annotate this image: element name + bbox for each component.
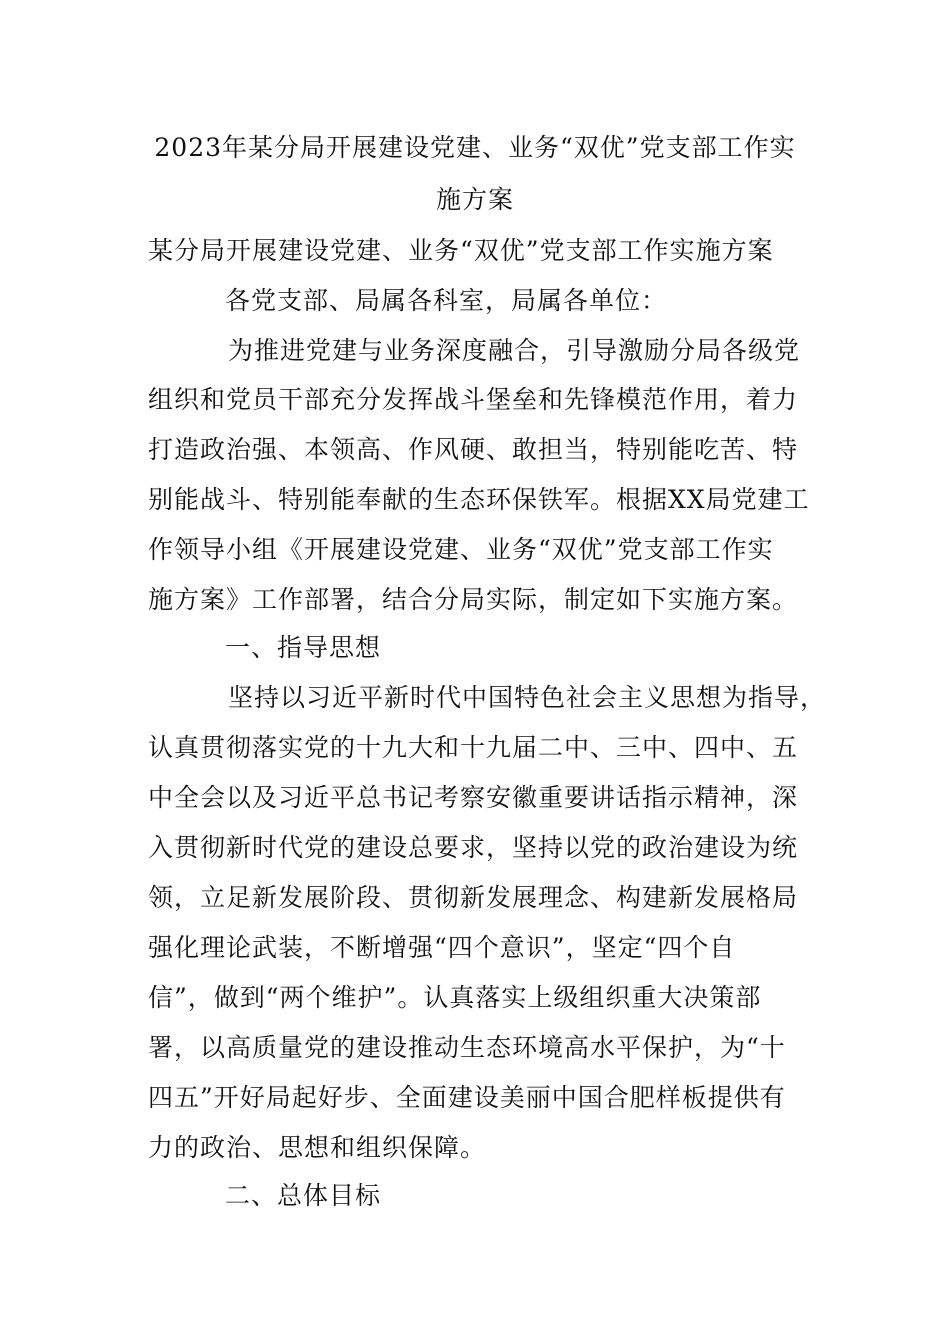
salutation: 各党支部、局属各科室，局属各单位： — [225, 286, 668, 315]
intro-line: 打造政治强、本领高、作风硬、敢担当，特别能吃苦、特 — [148, 435, 799, 464]
section-2-heading: 二、总体目标 — [225, 1181, 382, 1210]
section-1-line: 强化理论武装，不断增强“四个意识”，坚定“四个自 — [148, 933, 736, 962]
document-title-line-1: 2023年某分局开展建设党建、业务“双优”党支部工作实 — [154, 133, 796, 162]
intro-line: 施方案》工作部署，结合分局实际，制定如下实施方案。 — [148, 585, 799, 614]
document-title-line-2: 施方案 — [435, 185, 514, 214]
intro-line: 作领导小组《开展建设党建、业务“双优”党支部工作实 — [148, 535, 774, 564]
section-1-heading: 一、指导思想 — [225, 633, 382, 662]
intro-line: 为推进党建与业务深度融合，引导激励分局各级党 — [228, 336, 801, 365]
intro-line: 组织和党员干部充分发挥战斗堡垒和先锋模范作用，着力 — [148, 385, 799, 414]
section-1-line: 入贯彻新时代党的建设总要求，坚持以党的政治建设为统 — [148, 833, 799, 862]
section-1-line: 领，立足新发展阶段、贯彻新发展理念、构建新发展格局 — [148, 883, 799, 912]
section-1-line: 四五”开好局起好步、全面建设美丽中国合肥样板提供有 — [148, 1083, 786, 1112]
intro-line: 别能战斗、特别能奉献的生态环保铁军。根据XX局党建工 — [148, 485, 810, 514]
section-1-line: 认真贯彻落实党的十九大和十九届二中、三中、四中、五 — [148, 733, 799, 762]
section-1-line: 信”，做到“两个维护”。认真落实上级组织重大决策部 — [148, 983, 762, 1012]
section-1-line: 署，以高质量党的建设推动生态环境高水平保护，为“十 — [148, 1033, 786, 1062]
section-1-line: 坚持以习近平新时代中国特色社会主义思想为指导， — [228, 683, 827, 712]
section-1-line: 力的政治、思想和组织保障。 — [148, 1133, 487, 1162]
document-subtitle: 某分局开展建设党建、业务“双优”党支部工作实施方案 — [148, 236, 774, 265]
section-1-line: 中全会以及习近平总书记考察安徽重要讲话指示精神，深 — [148, 783, 799, 812]
